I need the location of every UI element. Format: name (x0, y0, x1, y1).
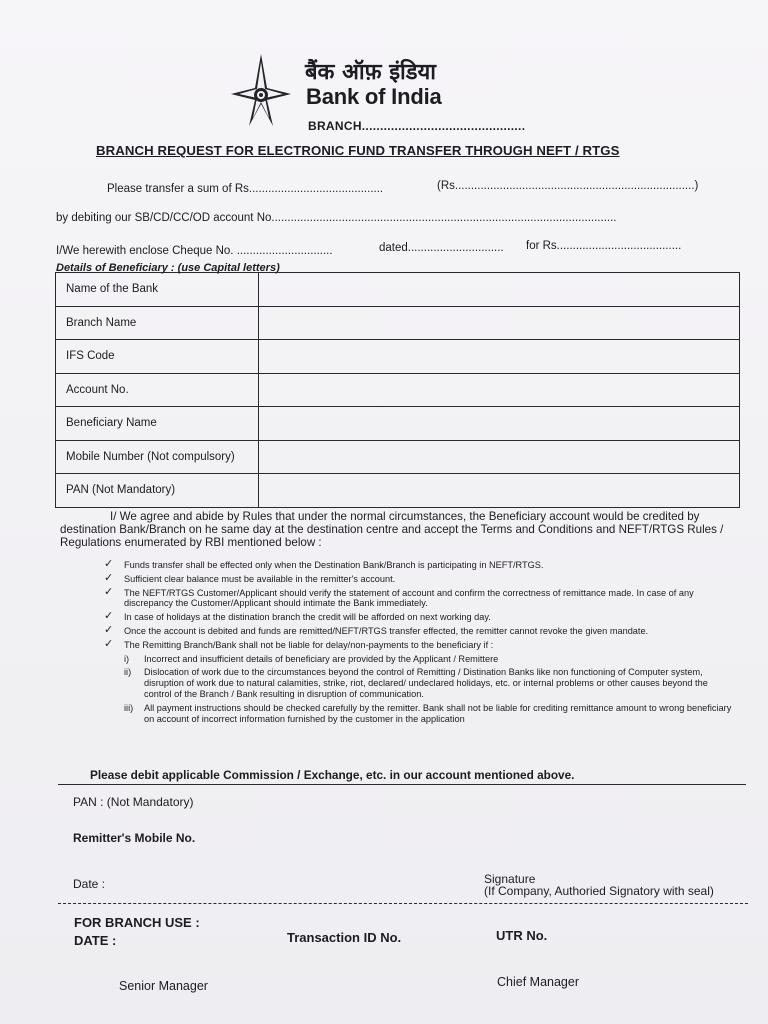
row-label: Branch Name (56, 306, 259, 340)
table-row (56, 340, 740, 374)
for-amount-dots: ....................................... (556, 240, 682, 252)
sum-line[interactable] (107, 183, 383, 195)
row-label: Account No. (56, 373, 259, 407)
mobile-number-input[interactable] (259, 440, 740, 474)
table-row (56, 440, 740, 474)
check-icon: ✓ (104, 623, 114, 636)
remitter-pan-field[interactable]: PAN : (Not Mandatory) (73, 795, 194, 809)
row-label: Beneficiary Name (56, 407, 259, 441)
terms-list (104, 560, 736, 727)
utr-field[interactable]: UTR No. (496, 928, 548, 943)
senior-manager-signature: Senior Manager (119, 979, 208, 993)
account-no-input[interactable] (259, 373, 740, 407)
signature-note: (If Company, Authoried Signatory with seal) (484, 884, 714, 898)
check-icon: ✓ (104, 637, 114, 650)
beneficiary-heading: Details of Beneficiary : (use Capital letters) (56, 262, 280, 274)
list-item: ✓ Funds transfer shall be effected only when the Destination Bank/Branch is participating in NEFT/RTGS. (104, 558, 544, 570)
table-row (56, 373, 740, 407)
account-field[interactable] (56, 212, 616, 224)
branch-field[interactable] (308, 119, 525, 133)
check-icon: ✓ (104, 610, 114, 623)
table-row (56, 306, 740, 340)
branch-use-heading: FOR BRANCH USE : (74, 915, 200, 930)
chief-manager-signature: Chief Manager (497, 975, 579, 989)
branch-name-input[interactable] (259, 306, 740, 340)
dashed-divider (58, 903, 748, 904)
cheque-dots: .............................. (236, 245, 333, 257)
sub-list-item: iii) All payment instructions should be checked carefully by the remitter. Bank shall not be liable for crediting remittance amount to wrong beneficiary on account of incorrect information furnished by the customer in the application (124, 702, 732, 724)
sum-words-close: ) (694, 180, 699, 192)
sum-words-field[interactable] (437, 180, 698, 192)
remitter-mobile-field[interactable]: Remitter's Mobile No. (73, 831, 196, 845)
branch-dots: ............................................. (361, 119, 526, 133)
list-item: ✓ The Remitting Branch/Bank shall not be liable for delay/non-payments to the beneficiary if : (104, 637, 494, 650)
beneficiary-name-input[interactable] (259, 407, 740, 441)
sum-words-label: (Rs (437, 180, 455, 192)
list-item: ✓ Sufficient clear balance must be available in the remitter's account. (104, 571, 396, 584)
bank-name-hindi: बैंक ऑफ़ इंडिया (305, 60, 436, 85)
check-icon: ✓ (104, 571, 114, 584)
check-icon: ✓ (104, 558, 114, 570)
for-amount-field[interactable] (526, 240, 681, 252)
sub-list-item: i) Incorrect and insufficient details of beneficiary are provided by the Applicant / Remittere (124, 653, 499, 664)
date-field[interactable]: Date : (73, 877, 106, 891)
sum-label: Please transfer a sum of Rs (107, 183, 249, 195)
list-item: ✓ Once the account is debited and funds are remitted/NEFT/RTGS transfer effected, the remitter cannot revoke the given mandate. (104, 623, 649, 636)
bank-name-input[interactable] (259, 273, 740, 307)
agreement-paragraph: I/ We agree and abide by Rules that under the normal circumstances, the Beneficiary account would be credited by destination Bank/Branch on he same day at the destination centre and accept the Terms and Conditions and NEFT/RTGS Rules / Regulations enumerated by RBI mentioned below : (60, 510, 724, 549)
ifs-code-input[interactable] (259, 340, 740, 374)
bank-star-logo-icon (229, 52, 293, 128)
account-label: by debiting our SB/CD/CC/OD account No (56, 212, 272, 224)
beneficiary-table (55, 272, 740, 508)
divider (58, 784, 746, 785)
branch-label: BRANCH (308, 119, 362, 133)
dated-field[interactable] (379, 242, 504, 254)
signature-label: Signature (484, 872, 536, 886)
sub-list-item: ii) Dislocation of work due to the circumstances beyond the control of Remitting / Distination Banks like non functioning of Computer system, disruption of work due to natural calamities, strike, riot, declared/ undeclared holidays, etc. or internal problems or other causes beyond the control of the Branch / Bank resulting in disruption of communication. (124, 667, 708, 699)
table-row (56, 273, 740, 307)
transaction-id-field[interactable]: Transaction ID No. (287, 930, 402, 945)
row-label: Mobile Number (Not compulsory) (56, 440, 259, 474)
list-item: ✓ The NEFT/RTGS Customer/Applicant should verify the statement of account and confirm the correctness of remittance made. In case of any discrepancy the Customer/Applicant should intimate the Bank immediately. (104, 585, 694, 609)
check-icon: ✓ (104, 585, 114, 598)
sum-words-dots: ........................................................................... (454, 180, 695, 192)
cheque-label: I/We herewith enclose Cheque No. (56, 245, 234, 257)
dated-dots: .............................. (407, 242, 504, 254)
form-title: BRANCH REQUEST FOR ELECTRONIC FUND TRANSFER THROUGH NEFT / RTGS (96, 143, 620, 158)
for-amount-label: for Rs (526, 240, 557, 252)
row-label: Name of the Bank (56, 273, 259, 307)
sum-dots: .......................................... (248, 183, 384, 195)
pan-input[interactable] (259, 474, 740, 508)
branch-date-field[interactable]: DATE : (74, 933, 117, 948)
account-dots: ............................................................................................................ (271, 212, 617, 224)
bank-name: Bank of India (306, 84, 442, 109)
debit-note: Please debit applicable Commission / Exchange, etc. in our account mentioned above. (90, 768, 575, 782)
row-label: PAN (Not Mandatory) (56, 474, 259, 508)
table-row (56, 474, 740, 508)
dated-label: dated (379, 242, 408, 254)
row-label: IFS Code (56, 340, 259, 374)
table-row (56, 407, 740, 441)
list-item: ✓ In case of holidays at the distination branch the credit will be afforded on next working day. (104, 610, 491, 623)
cheque-field[interactable] (56, 245, 333, 257)
